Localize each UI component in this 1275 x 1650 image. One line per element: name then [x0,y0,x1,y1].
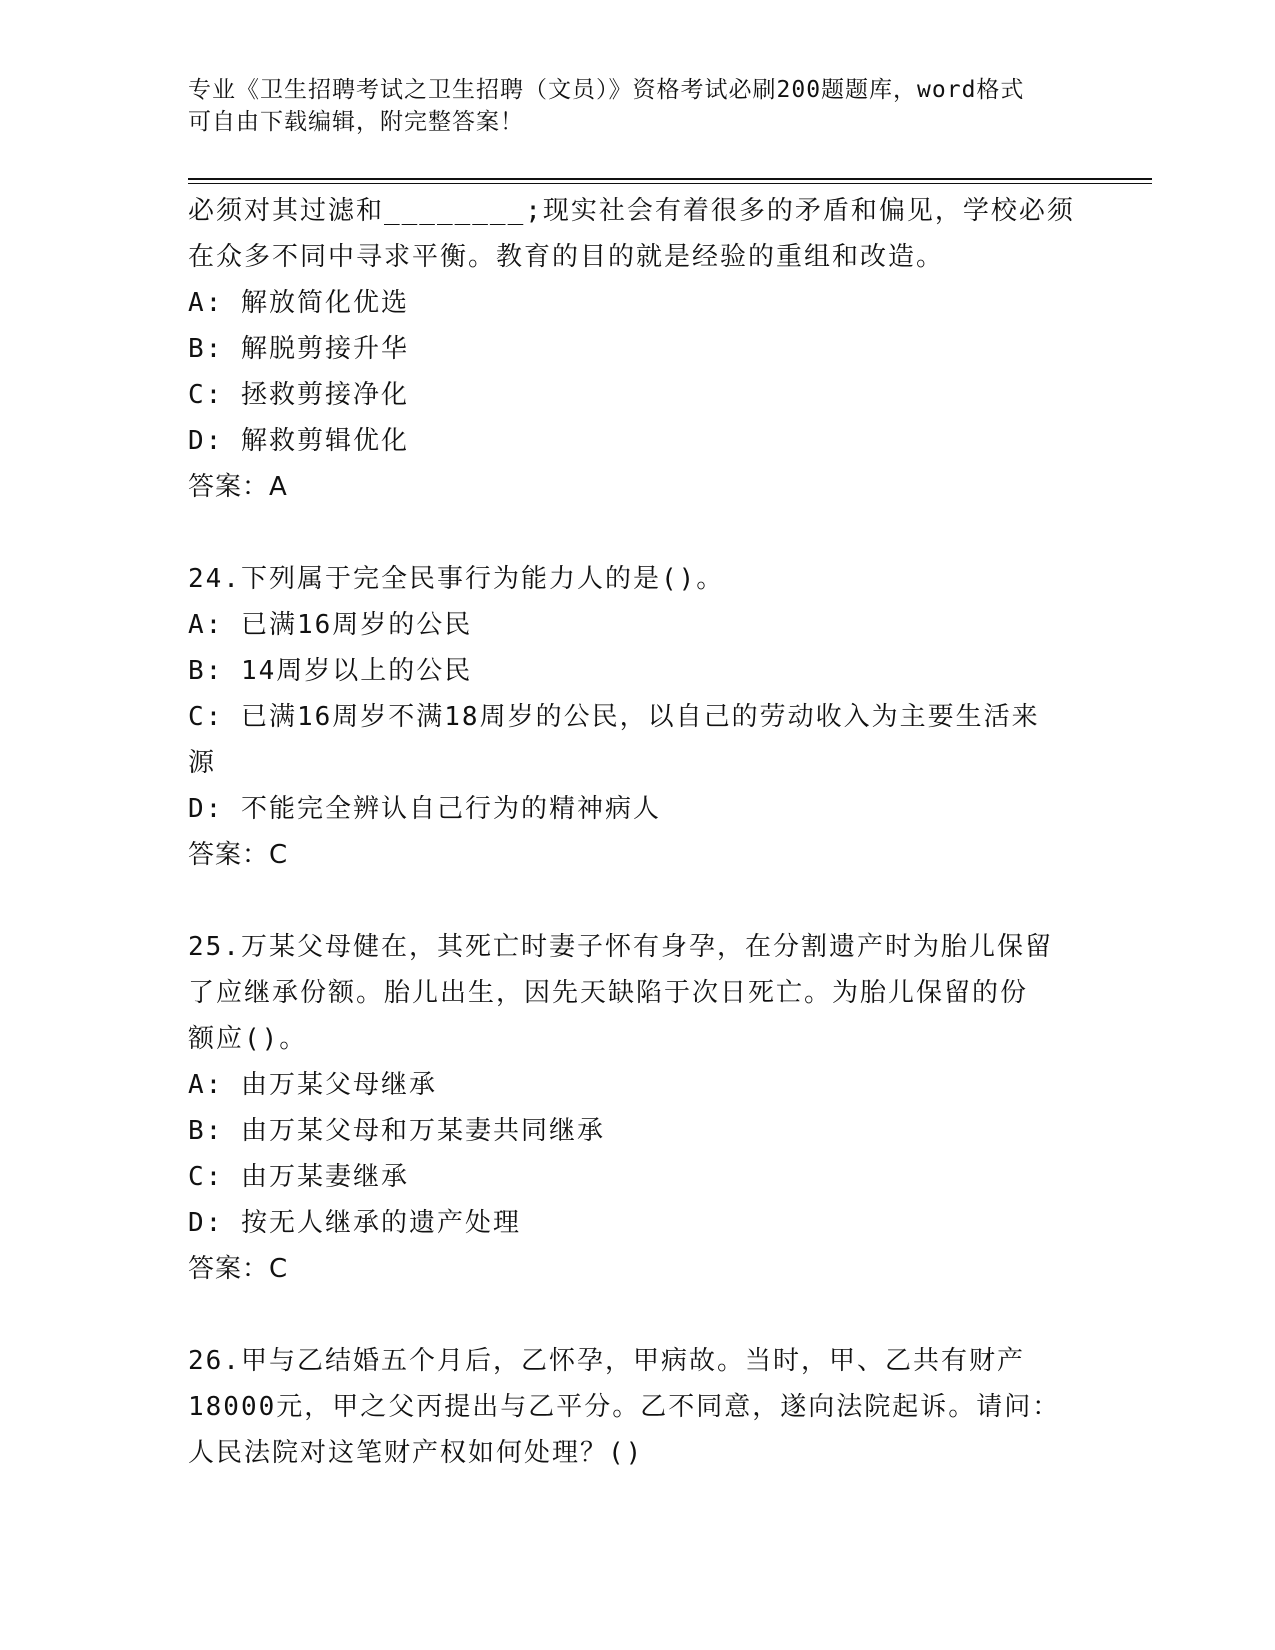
question-text-line: 26.甲与乙结婚五个月后，乙怀孕，甲病故。当时，甲、乙共有财产 [188,1346,1025,1376]
option-c: C: 已满16周岁不满18周岁的公民，以自己的劳动收入为主要生活来 [188,702,1040,732]
question-26 [188,1338,1088,1476]
option-d: D: 按无人继承的遗产处理 [188,1208,521,1238]
option-a: A: 已满16周岁的公民 [188,610,473,640]
question-text-line: 了应继承份额。胎儿出生，因先天缺陷于次日死亡。为胎儿保留的份 [188,978,1029,1008]
answer-label: 答案：C [188,840,289,870]
document-header [188,74,1088,138]
option-c: C: 拯救剪接净化 [188,380,409,410]
question-text-line: 额应()。 [188,1024,308,1054]
question-25 [188,924,1088,1292]
question-text-line: 在众多不同中寻求平衡。教育的目的就是经验的重组和改造。 [188,242,945,272]
option-c-continued: 源 [188,748,217,778]
question-content [188,188,1088,1476]
option-a: A: 由万某父母继承 [188,1070,437,1100]
question-text-line: 18000元，甲之父丙提出与乙平分。乙不同意，遂向法院起诉。请问： [188,1392,1061,1422]
answer-label: 答案：A [188,472,288,502]
option-b: B: 由万某父母和万某妻共同继承 [188,1116,605,1146]
option-d: D: 不能完全辨认自己行为的精神病人 [188,794,661,824]
header-line-1: 专业《卫生招聘考试之卫生招聘（文员）》资格考试必刷200题题库，word格式 [188,77,1025,103]
spacer [188,878,1088,924]
question-text-line: 24.下列属于完全民事行为能力人的是()。 [188,564,725,594]
question-text-line: 必须对其过滤和________;现实社会有着很多的矛盾和偏见，学校必须 [188,196,1075,226]
question-text-line: 25.万某父母健在，其死亡时妻子怀有身孕，在分割遗产时为胎儿保留 [188,932,1053,962]
header-divider-thin [188,183,1152,184]
question-24 [188,556,1088,878]
option-b: B: 14周岁以上的公民 [188,656,473,686]
option-c: C: 由万某妻继承 [188,1162,409,1192]
header-line-2: 可自由下载编辑，附完整答案！ [188,109,524,135]
header-divider-thick [188,178,1152,180]
option-d: D: 解救剪辑优化 [188,426,409,456]
answer-label: 答案：C [188,1254,289,1284]
spacer [188,510,1088,556]
option-a: A: 解放简化优选 [188,288,409,318]
option-b: B: 解脱剪接升华 [188,334,409,364]
spacer [188,1292,1088,1338]
question-23 [188,188,1088,510]
question-text-line: 人民法院对这笔财产权如何处理？() [188,1438,644,1468]
